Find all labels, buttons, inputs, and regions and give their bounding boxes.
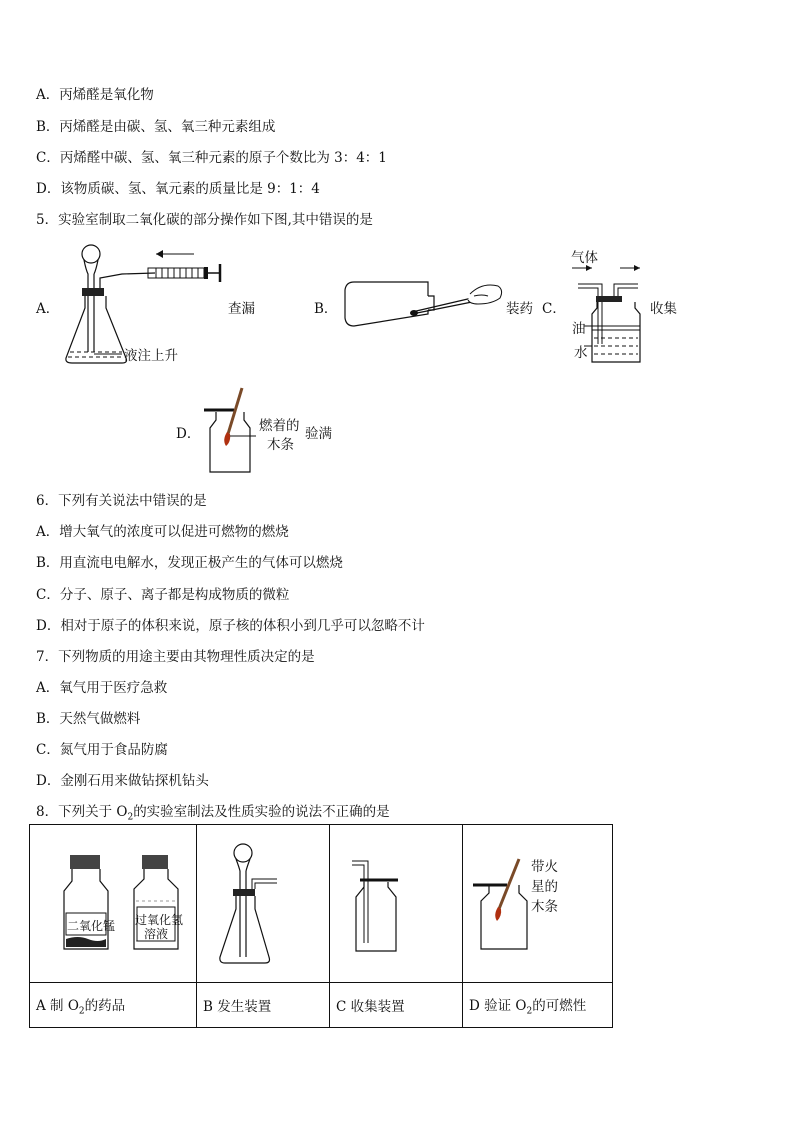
- q6-option-c: C．分子、原子、离子都是构成物质的微粒: [36, 587, 290, 603]
- q5-c-letter: C．: [542, 301, 566, 317]
- q8-table: [29, 824, 613, 1028]
- q8-cell-c-figure: [330, 825, 463, 983]
- q5-d-caption: 验满: [305, 426, 332, 442]
- q8-generator-apparatus: [217, 839, 307, 969]
- q5-d-check-full-figure: [200, 384, 260, 476]
- q5-c-gas-label: 气体: [571, 250, 598, 266]
- q5-b-caption: 装药: [506, 301, 533, 317]
- q8-bottle2-label-line2: 溶液: [144, 927, 169, 941]
- q5-a-letter: A．: [36, 301, 60, 317]
- q8-bottle1-label: 二氧化锰: [67, 919, 116, 933]
- q8-collector-apparatus: [348, 855, 408, 955]
- q8-stem: 8．下列关于 $O_2$的实验室制法及性质实验的说法不正确的是: [36, 804, 390, 823]
- q5-d-annotation-line1: 燃着的: [259, 418, 300, 434]
- q6-stem: 6．下列有关说法中错误的是: [36, 493, 207, 509]
- q7-option-c: C．氮气用于食品防腐: [36, 742, 168, 758]
- q6-option-b: B．用直流电电解水，发现正极产生的气体可以燃烧: [36, 555, 343, 571]
- q8-cell-a-figure: [30, 825, 197, 983]
- q4-option-c: C．丙烯醛中碳、氢、氧三种元素的原子个数比为 3：4：1: [36, 150, 387, 166]
- q5-stem: 5．实验室制取二氧化碳的部分操作如下图,其中错误的是: [36, 212, 373, 228]
- q5-d-annotation-line2: 木条: [267, 437, 294, 453]
- q8-ember-label-line2: 星的: [531, 879, 558, 895]
- q5-c-oil-label: 油: [572, 321, 586, 337]
- q4-option-d: D．该物质碳、氢、氧元素的质量比是 9：1：4: [36, 181, 320, 197]
- q7-option-b: B．天然气做燃料: [36, 711, 141, 727]
- q5-d-letter: D．: [176, 426, 201, 442]
- q5-a-caption: 查漏: [228, 301, 255, 317]
- q5-b-letter: B．: [314, 301, 338, 317]
- q7-stem: 7．下列物质的用途主要由其物理性质决定的是: [36, 649, 315, 665]
- q6-option-a: A．增大氧气的浓度可以促进可燃物的燃烧: [36, 524, 289, 540]
- q8-cell-d-figure: [463, 825, 613, 983]
- q5-c-caption: 收集: [650, 301, 677, 317]
- q8-caption-b: B 发生装置: [197, 983, 330, 1028]
- q8-caption-d: D 验证 $O_2$的可燃性: [463, 983, 613, 1028]
- q8-cell-b-figure: [197, 825, 330, 983]
- q7-option-a: A．氧气用于医疗急救: [36, 680, 168, 696]
- q8-ember-label-line1: 带火: [531, 859, 558, 875]
- q8-bottle2-label-line1: 过氧化氢: [135, 913, 184, 927]
- q8-caption-a: A 制 $O_2$的药品: [30, 983, 197, 1028]
- q5-c-water-label: 水: [574, 345, 588, 361]
- q4-option-a: A．丙烯醛是氧化物: [36, 87, 154, 103]
- q4-option-b: B．丙烯醛是由碳、氢、氧三种元素组成: [36, 119, 276, 135]
- q8-caption-c: C 收集装置: [330, 983, 463, 1028]
- q5-b-adding-reagent-figure: [342, 274, 507, 334]
- q7-option-d: D．金刚石用来做钻探机钻头: [36, 773, 209, 789]
- q8-ember-label-line3: 木条: [531, 899, 558, 915]
- q6-option-d: D．相对于原子的体积来说，原子核的体积小到几乎可以忽略不计: [36, 618, 425, 634]
- q5-a-annotation: 液注上升: [124, 348, 178, 364]
